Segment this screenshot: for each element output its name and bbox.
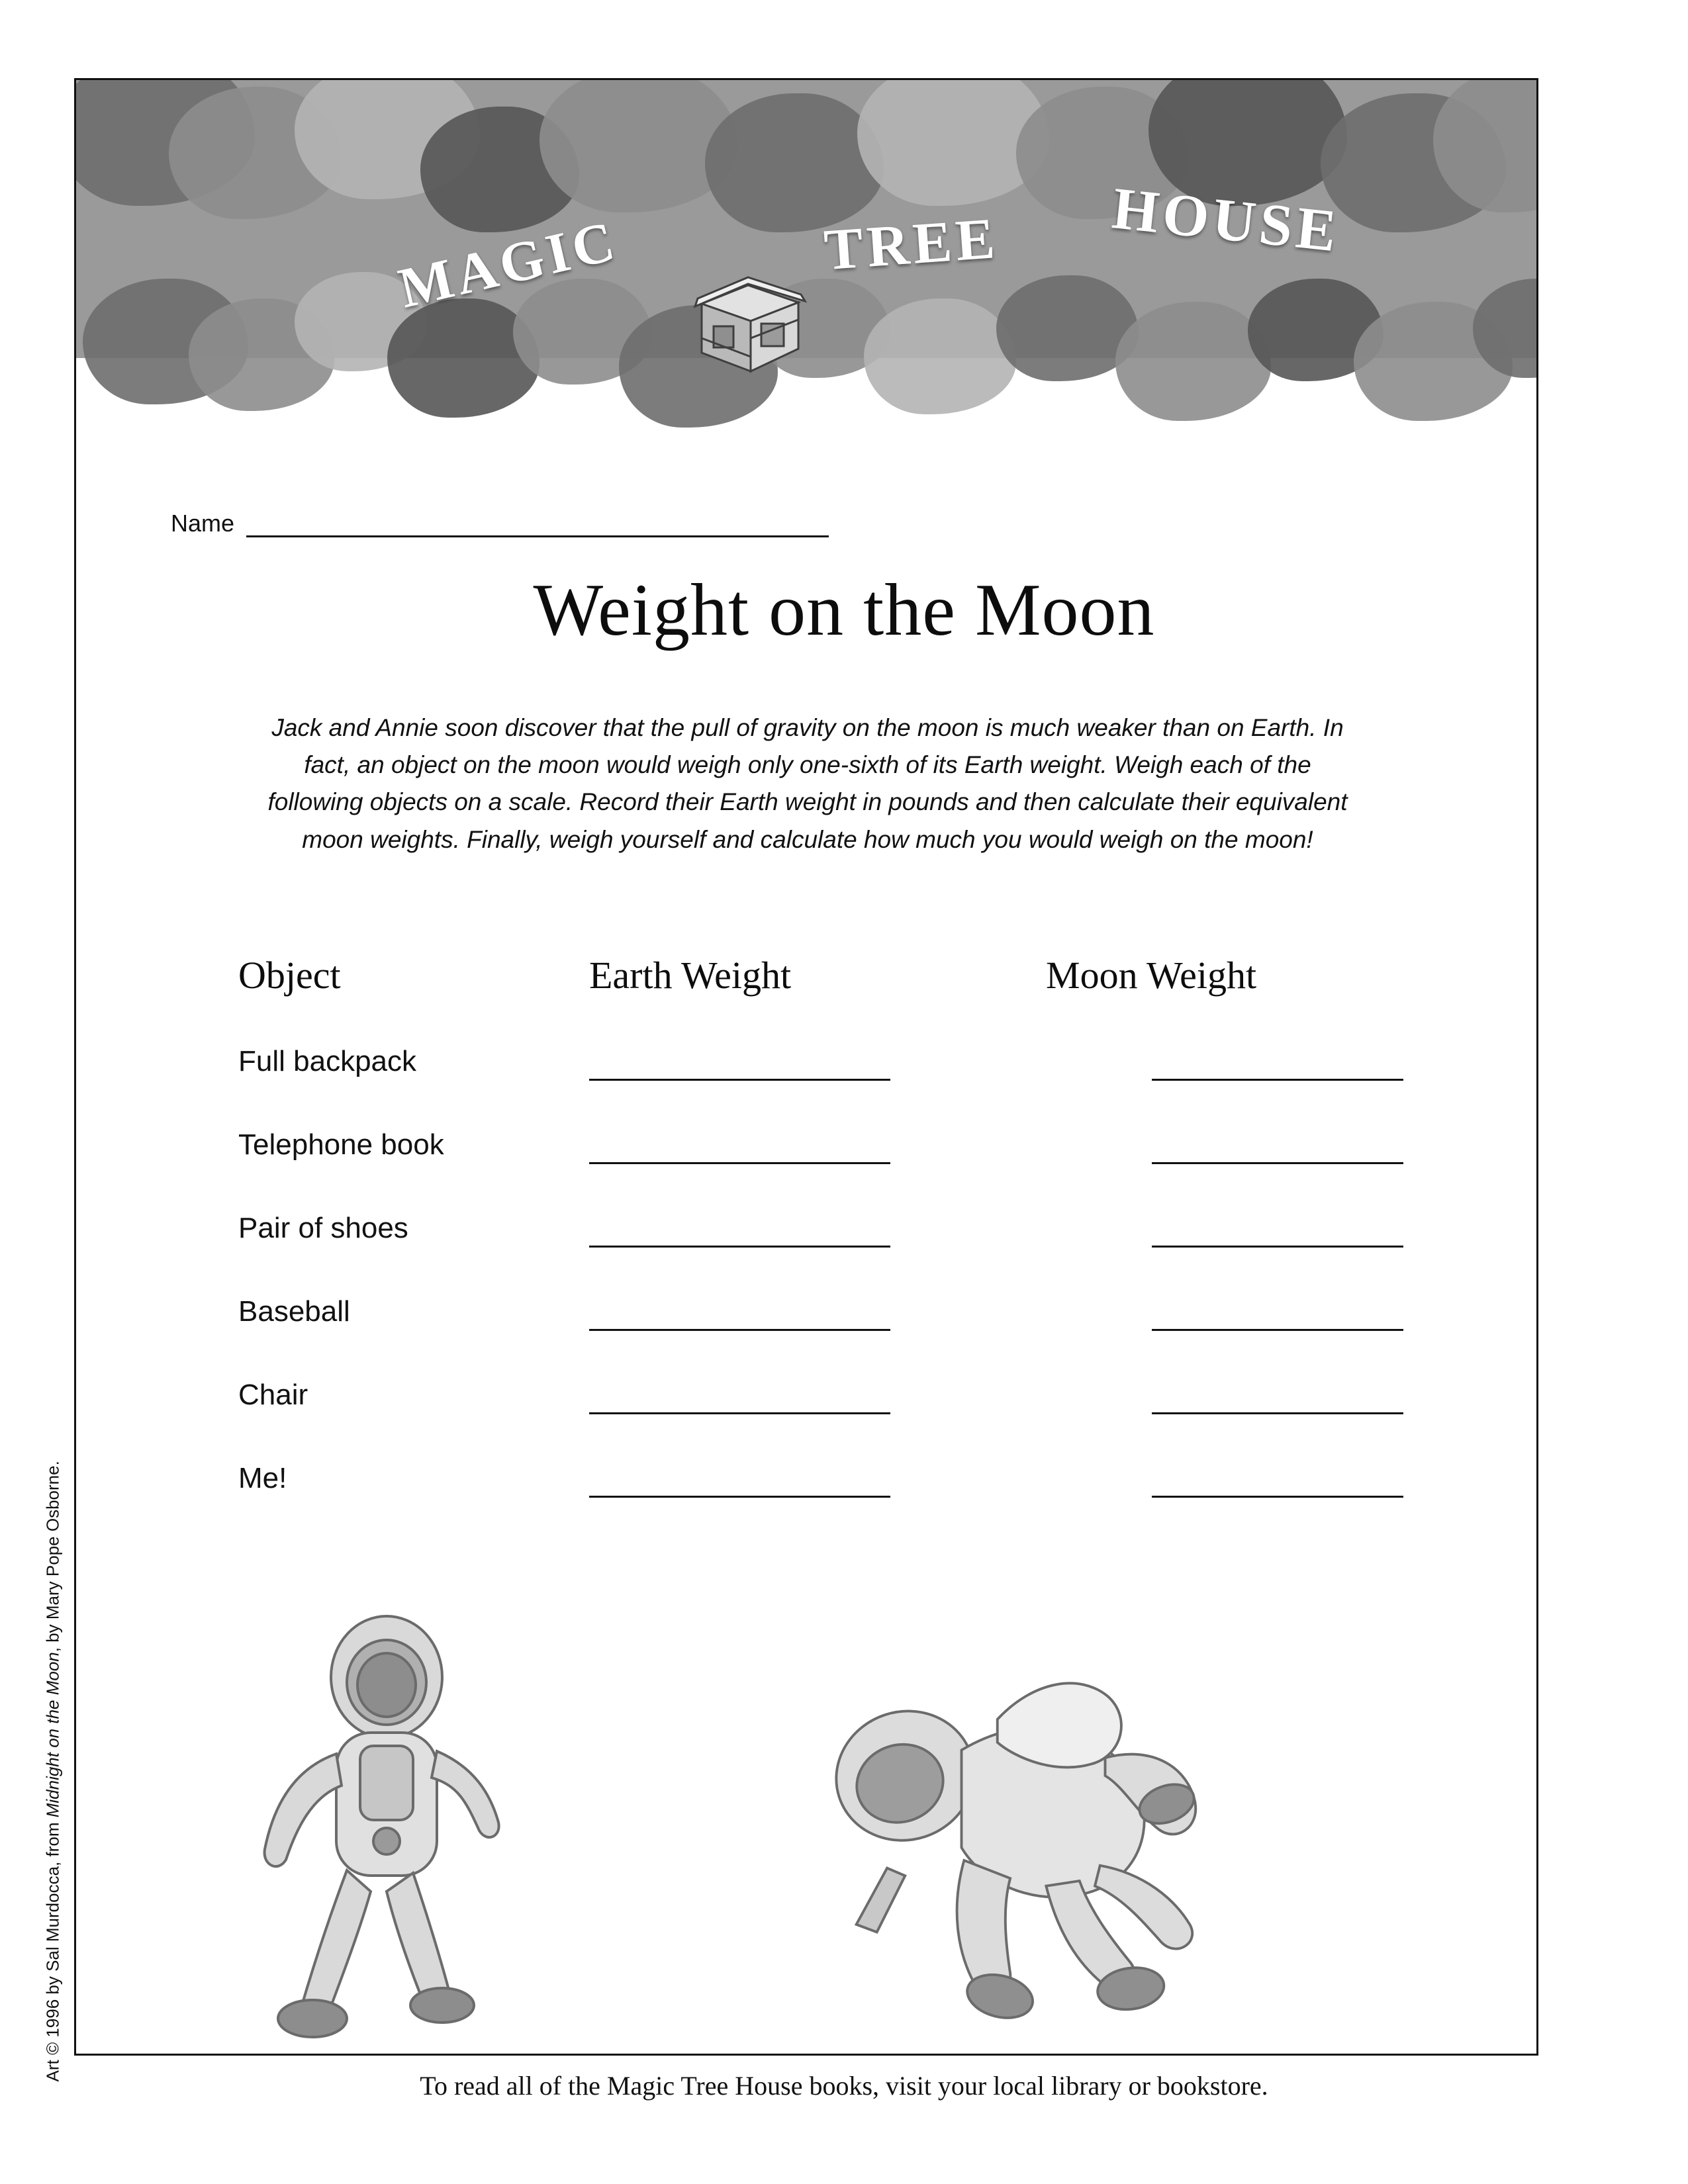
moon-weight-input[interactable] — [1152, 1324, 1403, 1331]
credit-book-title: Midnight on the Moon — [42, 1652, 63, 1818]
object-label: Baseball — [238, 1295, 350, 1328]
earth-weight-input[interactable] — [589, 1490, 890, 1498]
table-row — [238, 1032, 1403, 1081]
moon-weight-input[interactable] — [1152, 1073, 1403, 1081]
earth-weight-input[interactable] — [589, 1240, 890, 1248]
moon-weight-input[interactable] — [1152, 1490, 1403, 1498]
astronaut-child-illustration — [238, 1608, 530, 2045]
earth-weight-input[interactable] — [589, 1407, 890, 1414]
moon-weight-input[interactable] — [1152, 1407, 1403, 1414]
name-input[interactable] — [246, 529, 829, 537]
weights-table — [238, 953, 1403, 1498]
earth-weight-cell — [589, 1206, 1046, 1248]
earth-weight-cell — [589, 1040, 1046, 1081]
foliage-header-band — [76, 80, 1536, 464]
name-field-row — [171, 510, 829, 537]
earth-weight-cell — [589, 1373, 1046, 1414]
page-title: Weight on the Moon — [533, 569, 1155, 651]
object-label: Chair — [238, 1379, 308, 1411]
earth-weight-cell — [589, 1457, 1046, 1498]
table-header-row — [238, 953, 1403, 997]
moon-weight-input[interactable] — [1152, 1240, 1403, 1248]
table-row — [238, 1449, 1403, 1498]
earth-weight-input[interactable] — [589, 1324, 890, 1331]
moon-weight-cell — [1046, 1206, 1403, 1248]
object-label: Telephone book — [238, 1128, 444, 1161]
treehouse-icon — [675, 265, 821, 385]
moon-weight-cell — [1046, 1373, 1403, 1414]
earth-weight-input[interactable] — [589, 1073, 890, 1081]
astronaut-floating-illustration — [781, 1635, 1244, 2045]
moon-weight-cell — [1046, 1040, 1403, 1081]
moon-weight-input[interactable] — [1152, 1157, 1403, 1164]
credit-suffix: , by Mary Pope Osborne. — [42, 1461, 63, 1653]
object-label: Me! — [238, 1462, 287, 1494]
table-row — [238, 1365, 1403, 1414]
object-label: Full backpack — [238, 1045, 417, 1077]
earth-weight-cell — [589, 1290, 1046, 1331]
column-header-earth-weight: Earth Weight — [589, 954, 792, 997]
table-row — [238, 1199, 1403, 1248]
credit-prefix: Art © 1996 by Sal Murdocca, from — [42, 1817, 63, 2082]
moon-weight-cell — [1046, 1457, 1403, 1498]
logo-word-tree: TREE — [821, 206, 1001, 283]
moon-weight-cell — [1046, 1290, 1403, 1331]
table-row — [238, 1282, 1403, 1331]
earth-weight-cell — [589, 1123, 1046, 1164]
table-row — [238, 1115, 1403, 1164]
column-header-moon-weight: Moon Weight — [1046, 954, 1257, 997]
earth-weight-input[interactable] — [589, 1157, 890, 1164]
intro-paragraph: Jack and Annie soon discover that the pull of gravity on the moon is much weaker than on Earth. In fact, an object on the moon would weigh only one-sixth of its Earth weight. Weigh each of the following objects on a scale. Record their Earth weight in pounds and then calculate their equivalent moon weights. Finally, weigh yourself and calculate how much you would weigh on the moon! — [267, 714, 1348, 853]
moon-weight-cell — [1046, 1123, 1403, 1164]
footer-note: To read all of the Magic Tree House books, visit your local library or bookstore. — [420, 2071, 1268, 2101]
magic-tree-house-logo — [76, 80, 1536, 358]
name-label: Name — [171, 510, 235, 537]
column-header-object: Object — [238, 954, 341, 997]
art-credit — [43, 1288, 64, 2082]
logo-word-house: HOUSE — [1109, 175, 1344, 265]
object-label: Pair of shoes — [238, 1212, 408, 1244]
logo-word-magic: MAGIC — [393, 208, 624, 320]
